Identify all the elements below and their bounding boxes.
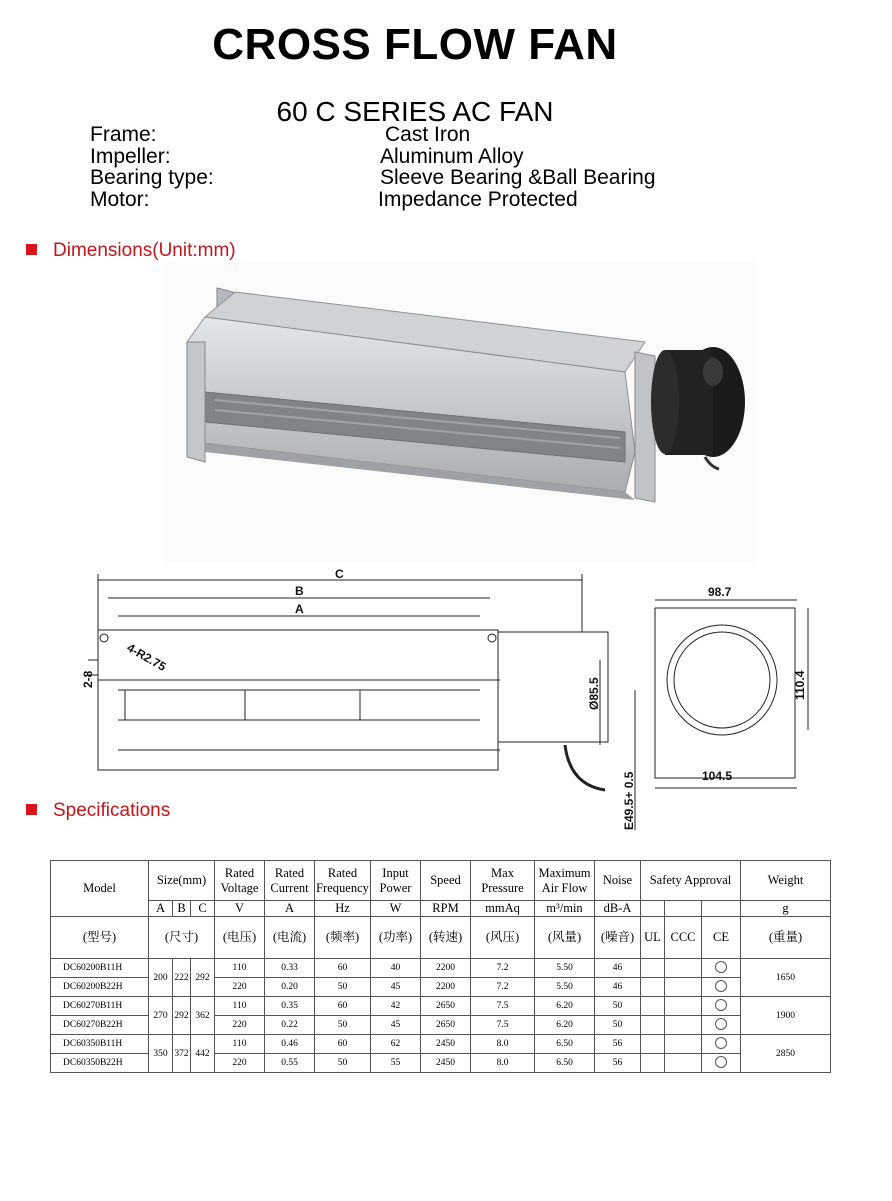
cell-airflow: 6.20 xyxy=(535,997,595,1016)
property-value: Cast Iron xyxy=(385,123,471,146)
cell-current: 0.20 xyxy=(265,978,315,997)
cell-model: DC60200B11H xyxy=(51,959,149,978)
cell-airflow: 5.50 xyxy=(535,978,595,997)
header-frequency: Rated Frequency xyxy=(315,861,371,901)
table-units-row xyxy=(51,901,831,917)
cell-size-a: 350 xyxy=(149,1035,173,1073)
cell-ccc xyxy=(665,978,702,997)
cell-size-b: 372 xyxy=(173,1035,191,1073)
cell-ul xyxy=(641,997,665,1016)
property-label: Motor: xyxy=(90,187,150,211)
cell-ccc xyxy=(665,997,702,1016)
cell-noise: 46 xyxy=(595,978,641,997)
unit-c: C xyxy=(191,901,215,917)
unit-pressure: mmAq xyxy=(471,901,535,917)
header-voltage: Rated Voltage xyxy=(215,861,265,901)
cell-ul xyxy=(641,959,665,978)
cell-frequency: 50 xyxy=(315,1054,371,1073)
cn-ce: CE xyxy=(702,917,741,959)
cell-model: DC60270B22H xyxy=(51,1016,149,1035)
header-current: Rated Current xyxy=(265,861,315,901)
cell-pressure: 7.2 xyxy=(471,978,535,997)
unit-weight: g xyxy=(741,901,831,917)
property-motor xyxy=(90,189,750,211)
property-bearing xyxy=(90,167,750,189)
unit-airflow: m³/min xyxy=(535,901,595,917)
cell-ul xyxy=(641,1016,665,1035)
header-safety: Safety Approval xyxy=(641,861,741,901)
header-weight: Weight xyxy=(741,861,831,901)
cell-ce xyxy=(702,978,741,997)
dim-label-c: C xyxy=(335,567,344,581)
dim-label-offset: 2-8 xyxy=(81,670,95,688)
dim-label-hole: 4-R2.75 xyxy=(124,640,169,674)
page-title: CROSS FLOW FAN xyxy=(212,20,618,69)
cell-frequency: 60 xyxy=(315,1035,371,1054)
cell-power: 62 xyxy=(371,1035,421,1054)
unit-noise: dB-A xyxy=(595,901,641,917)
table-row xyxy=(51,997,831,1016)
cell-pressure: 8.0 xyxy=(471,1035,535,1054)
cell-current: 0.33 xyxy=(265,959,315,978)
cell-voltage: 110 xyxy=(215,997,265,1016)
cell-frequency: 50 xyxy=(315,1016,371,1035)
specifications-body xyxy=(51,959,831,1073)
cell-ce xyxy=(702,1054,741,1073)
property-value: Aluminum Alloy xyxy=(380,144,524,168)
dim-label-height: 110.4 xyxy=(793,670,807,700)
cell-speed: 2650 xyxy=(421,1016,471,1035)
section-dimensions xyxy=(26,240,236,262)
cell-voltage: 220 xyxy=(215,1016,265,1035)
section-dimensions-label: Dimensions(Unit:mm) xyxy=(53,240,236,261)
cell-weight: 1650 xyxy=(741,959,831,997)
header-pressure: Max Pressure xyxy=(471,861,535,901)
dim-label-width-top: 98.7 xyxy=(708,585,732,599)
cn-noise: (噪音) xyxy=(595,917,641,959)
properties-list xyxy=(90,124,750,210)
property-frame xyxy=(90,124,750,146)
cell-ce xyxy=(702,1016,741,1035)
ce-circle-icon xyxy=(715,980,727,992)
header-noise: Noise xyxy=(595,861,641,901)
ce-circle-icon xyxy=(715,1018,727,1030)
unit-ul xyxy=(641,901,665,917)
unit-frequency: Hz xyxy=(315,901,371,917)
cell-model: DC60200B22H xyxy=(51,978,149,997)
cell-noise: 50 xyxy=(595,1016,641,1035)
table-header-row xyxy=(51,861,831,901)
cell-model: DC60350B22H xyxy=(51,1054,149,1073)
cell-power: 40 xyxy=(371,959,421,978)
cell-voltage: 110 xyxy=(215,959,265,978)
cell-weight: 1900 xyxy=(741,997,831,1035)
header-power: Input Power xyxy=(371,861,421,901)
bullet-square-icon xyxy=(26,804,37,815)
cell-speed: 2450 xyxy=(421,1054,471,1073)
cell-ce xyxy=(702,1035,741,1054)
unit-ce xyxy=(702,901,741,917)
cn-voltage: (电压) xyxy=(215,917,265,959)
cn-frequency: (频率) xyxy=(315,917,371,959)
cell-ul xyxy=(641,978,665,997)
cell-noise: 56 xyxy=(595,1035,641,1054)
cell-ce xyxy=(702,959,741,978)
cell-noise: 56 xyxy=(595,1054,641,1073)
header-speed: Speed xyxy=(421,861,471,901)
side-view-body xyxy=(98,630,498,770)
cell-speed: 2200 xyxy=(421,959,471,978)
cell-pressure: 7.5 xyxy=(471,997,535,1016)
unit-b: B xyxy=(173,901,191,917)
cross-flow-fan-image xyxy=(165,262,757,562)
series-subtitle: 60 C SERIES AC FAN xyxy=(276,96,554,127)
cell-model: DC60270B11H xyxy=(51,997,149,1016)
fan-photo xyxy=(165,262,757,562)
cell-frequency: 50 xyxy=(315,978,371,997)
section-specifications-label: Specifications xyxy=(53,800,171,821)
ce-circle-icon xyxy=(715,999,727,1011)
cell-pressure: 8.0 xyxy=(471,1054,535,1073)
cell-size-c: 292 xyxy=(191,959,215,997)
cn-ul: UL xyxy=(641,917,665,959)
cn-current: (电流) xyxy=(265,917,315,959)
cn-ccc: CCC xyxy=(665,917,702,959)
cell-ce xyxy=(702,997,741,1016)
header-model: Model xyxy=(51,861,149,917)
header-size: Size(mm) xyxy=(149,861,215,901)
cell-ul xyxy=(641,1054,665,1073)
unit-a: A xyxy=(149,901,173,917)
section-specifications xyxy=(26,800,170,822)
cn-weight: (重量) xyxy=(741,917,831,959)
cell-size-c: 442 xyxy=(191,1035,215,1073)
cell-model: DC60350B11H xyxy=(51,1035,149,1054)
cell-speed: 2200 xyxy=(421,978,471,997)
cell-airflow: 6.20 xyxy=(535,1016,595,1035)
cell-pressure: 7.2 xyxy=(471,959,535,978)
cell-speed: 2650 xyxy=(421,997,471,1016)
dim-label-b: B xyxy=(295,584,304,598)
unit-current: A xyxy=(265,901,315,917)
cell-current: 0.55 xyxy=(265,1054,315,1073)
cell-size-b: 222 xyxy=(173,959,191,997)
unit-voltage: V xyxy=(215,901,265,917)
cell-voltage: 110 xyxy=(215,1035,265,1054)
cell-frequency: 60 xyxy=(315,959,371,978)
property-label: Bearing type: xyxy=(90,166,214,189)
unit-speed: RPM xyxy=(421,901,471,917)
ce-circle-icon xyxy=(715,961,727,973)
cell-voltage: 220 xyxy=(215,1054,265,1073)
property-impeller xyxy=(90,146,750,168)
table-row xyxy=(51,959,831,978)
cell-current: 0.46 xyxy=(265,1035,315,1054)
cn-speed: (转速) xyxy=(421,917,471,959)
cell-ul xyxy=(641,1035,665,1054)
cell-noise: 46 xyxy=(595,959,641,978)
cn-power: (功率) xyxy=(371,917,421,959)
ce-circle-icon xyxy=(715,1037,727,1049)
cell-voltage: 220 xyxy=(215,978,265,997)
cell-size-c: 362 xyxy=(191,997,215,1035)
dim-label-depth: E49.5+ 0.5 xyxy=(622,771,636,830)
unit-power: W xyxy=(371,901,421,917)
cell-current: 0.22 xyxy=(265,1016,315,1035)
property-label: Impeller: xyxy=(90,144,171,168)
cell-power: 45 xyxy=(371,1016,421,1035)
cell-power: 42 xyxy=(371,997,421,1016)
cell-airflow: 6.50 xyxy=(535,1054,595,1073)
dim-label-width-bottom: 104.5 xyxy=(702,769,733,783)
property-value: Sleeve Bearing &Ball Bearing xyxy=(380,166,656,189)
cn-model: (型号) xyxy=(51,917,149,959)
cell-ccc xyxy=(665,959,702,978)
cell-airflow: 6.50 xyxy=(535,1035,595,1054)
ce-circle-icon xyxy=(715,1056,727,1068)
header-airflow: Maximum Air Flow xyxy=(535,861,595,901)
cell-ccc xyxy=(665,1016,702,1035)
property-value: Impedance Protected xyxy=(378,187,578,211)
cell-power: 45 xyxy=(371,978,421,997)
cell-noise: 50 xyxy=(595,997,641,1016)
property-label: Frame: xyxy=(90,123,157,146)
table-cn-row xyxy=(51,917,831,959)
cell-frequency: 60 xyxy=(315,997,371,1016)
cell-size-a: 270 xyxy=(149,997,173,1035)
specifications-table xyxy=(50,860,831,1073)
cell-weight: 2850 xyxy=(741,1035,831,1073)
cn-airflow: (风量) xyxy=(535,917,595,959)
cell-ccc xyxy=(665,1054,702,1073)
bullet-square-icon xyxy=(26,244,37,255)
cell-size-a: 200 xyxy=(149,959,173,997)
cell-speed: 2450 xyxy=(421,1035,471,1054)
cell-power: 55 xyxy=(371,1054,421,1073)
cell-size-b: 292 xyxy=(173,997,191,1035)
cell-pressure: 7.5 xyxy=(471,1016,535,1035)
cn-pressure: (风压) xyxy=(471,917,535,959)
dim-label-a: A xyxy=(295,602,304,616)
dim-label-diameter: Ø85.5 xyxy=(587,677,601,710)
unit-ccc xyxy=(665,901,702,917)
table-row xyxy=(51,1035,831,1054)
dimension-drawing xyxy=(0,560,892,840)
cell-ccc xyxy=(665,1035,702,1054)
cn-size: (尺寸) xyxy=(149,917,215,959)
cell-current: 0.35 xyxy=(265,997,315,1016)
cell-airflow: 5.50 xyxy=(535,959,595,978)
